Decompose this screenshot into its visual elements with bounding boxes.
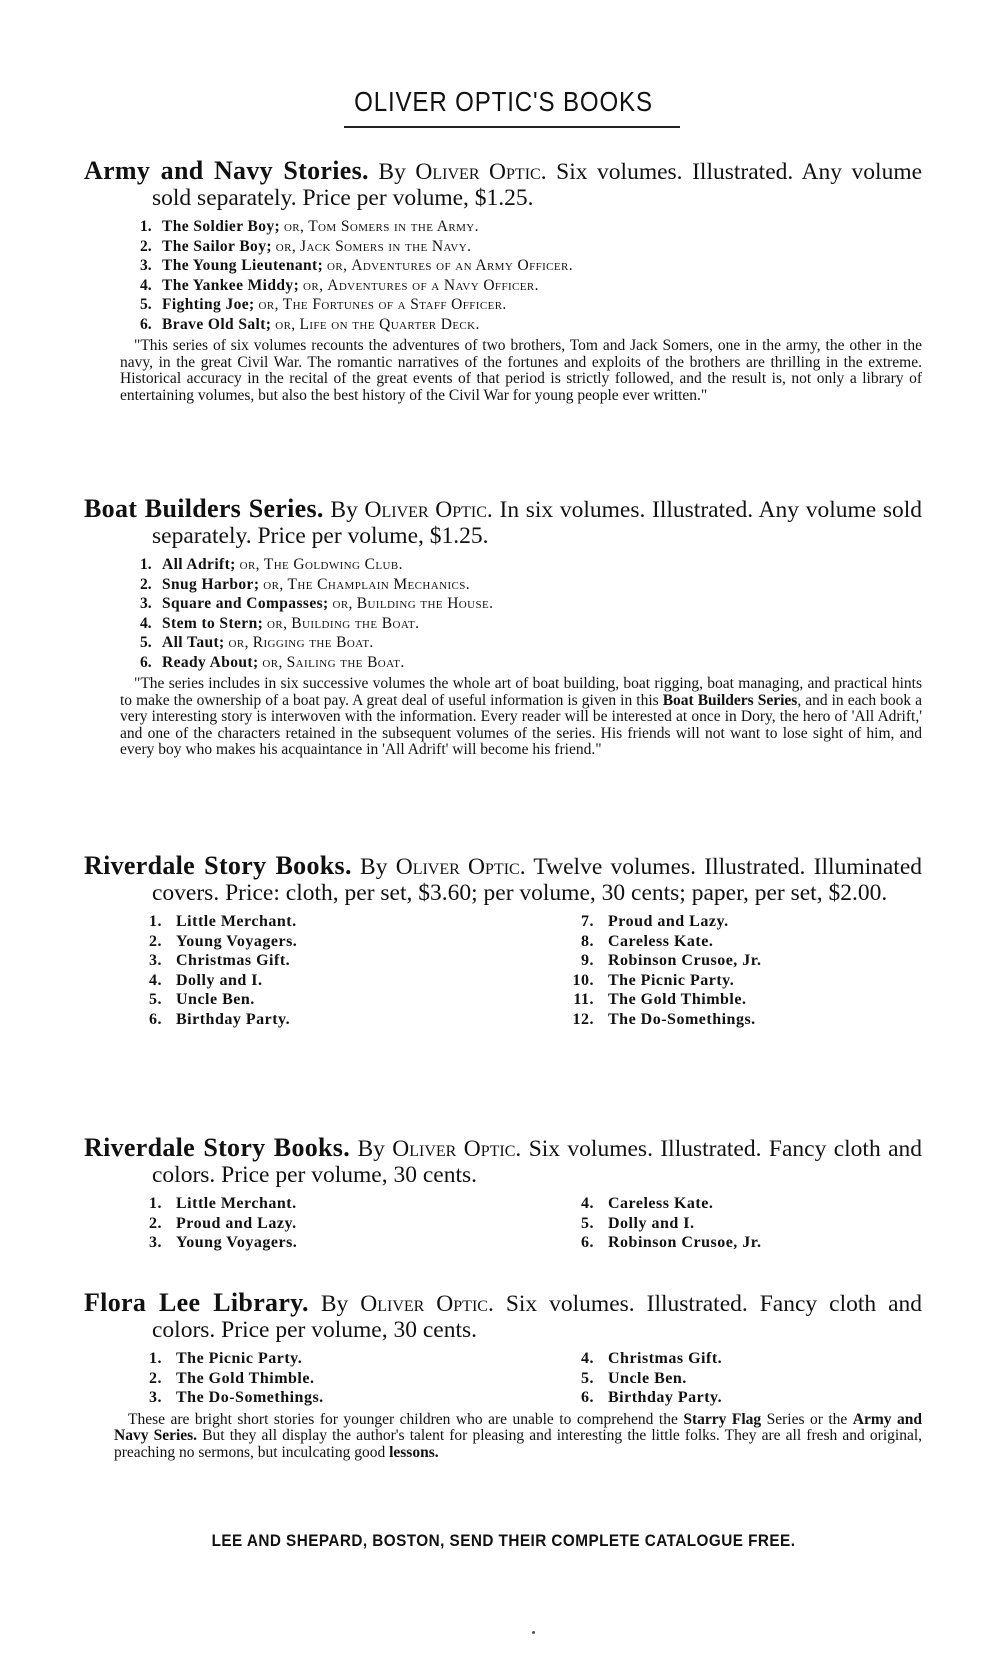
list-item: 3. Young Voyagers. bbox=[149, 1234, 298, 1252]
list-item: 6. Brave Old Salt; or, Life on the Quarter Deck. bbox=[140, 315, 480, 333]
list-item: 6. Robinson Crusoe, Jr. bbox=[581, 1234, 762, 1252]
page-mark bbox=[532, 1631, 535, 1634]
by-label: By bbox=[360, 854, 388, 880]
list-item: 10. The Picnic Party. bbox=[572, 971, 735, 989]
list-item: 4. Christmas Gift. bbox=[581, 1350, 723, 1367]
by-label: By bbox=[330, 497, 358, 523]
list-item: 6. Birthday Party. bbox=[149, 1010, 291, 1028]
list-item: 5. Dolly and I. bbox=[581, 1214, 695, 1232]
by-label: By bbox=[357, 1136, 385, 1162]
list-item: 4. Careless Kate. bbox=[581, 1195, 714, 1212]
series-description: Six volumes. Illustrated. Fancy cloth and colors. Price per volume, 30 cents. bbox=[152, 1136, 923, 1188]
publisher-footer: LEE AND SHEPARD, BOSTON, SEND THEIR COMPLETE CATALOGUE FREE. bbox=[211, 1531, 796, 1550]
series-blurb: "This series of six volumes recounts the adventures of two brothers, Tom and Jack Somers, one in the army, the other in the navy, in the great Civil War. The romantic narratives of the fortunes and exploits of the brothers are thrilling in the extreme. Historical accuracy in the recital of the great events of that period is strictly followed, and the result is, not only a library of entertaining volumes, but also the best history of the Civil War for young people ever written." bbox=[120, 337, 922, 404]
list-item: 1. The Picnic Party. bbox=[149, 1350, 303, 1367]
list-item: 8. Careless Kate. bbox=[581, 932, 714, 950]
list-item: 2. Snug Harbor; or, The Champlain Mechanics. bbox=[140, 575, 471, 593]
series-title: Flora Lee Library. bbox=[84, 1288, 309, 1317]
list-item: 5. Fighting Joe; or, The Fortunes of a Staff Officer. bbox=[140, 296, 507, 313]
list-item: 5. All Taut; or, Rigging the Boat. bbox=[140, 634, 374, 651]
series-description: In six volumes. Illustrated. Any volume sold separately. Price per volume, $1.25. bbox=[152, 497, 923, 549]
author-name: Oliver Optic. bbox=[395, 854, 526, 880]
series-title: Riverdale Story Books. bbox=[84, 1133, 351, 1162]
list-item: 4. The Yankee Middy; or, Adventures of a Navy Officer. bbox=[140, 276, 539, 294]
series-description: Six volumes. Illustrated. Fancy cloth and colors. Price per volume, 30 cents. bbox=[152, 1291, 923, 1343]
author-name: Oliver Optic. bbox=[415, 159, 547, 185]
section-heading bbox=[84, 496, 922, 549]
list-item: 2. Proud and Lazy. bbox=[149, 1214, 297, 1232]
list-item: 9. Robinson Crusoe, Jr. bbox=[581, 952, 762, 970]
list-item: 1. Little Merchant. bbox=[149, 913, 297, 930]
section-riverdale-twelve bbox=[84, 853, 922, 1030]
series-title: Boat Builders Series. bbox=[84, 494, 324, 523]
section-riverdale-six bbox=[84, 1135, 922, 1253]
list-item: 1. All Adrift; or, The Goldwing Club. bbox=[140, 556, 403, 573]
section-boat-builders bbox=[84, 496, 922, 759]
list-item: 3. Christmas Gift. bbox=[149, 952, 291, 970]
list-item: 5. Uncle Ben. bbox=[149, 991, 255, 1009]
section-heading bbox=[84, 158, 922, 211]
section-heading bbox=[84, 1135, 922, 1188]
list-item: 1. Little Merchant. bbox=[149, 1195, 297, 1212]
section-heading bbox=[84, 853, 922, 906]
list-item: 6. Ready About; or, Sailing the Boat. bbox=[140, 653, 405, 671]
list-item: 3. The Do-Somethings. bbox=[149, 1389, 324, 1407]
list-item: 2. The Gold Thimble. bbox=[149, 1369, 315, 1387]
list-item: 5. Uncle Ben. bbox=[581, 1369, 687, 1387]
volume-list bbox=[140, 555, 922, 672]
author-name: Oliver Optic. bbox=[364, 497, 493, 523]
page-title: OLIVER OPTIC'S BOOKS bbox=[354, 86, 653, 117]
series-title: Riverdale Story Books. bbox=[84, 851, 352, 880]
list-item: 3. Square and Compasses; or, Building the House. bbox=[140, 595, 494, 612]
author-name: Oliver Optic. bbox=[392, 1136, 522, 1162]
list-item: 3. The Young Lieutenant; or, Adventures of an Army Officer. bbox=[140, 257, 574, 274]
by-label: By bbox=[378, 159, 406, 185]
volume-list bbox=[140, 1349, 922, 1408]
volume-list bbox=[140, 217, 922, 334]
author-name: Oliver Optic. bbox=[360, 1291, 494, 1317]
series-blurb: These are bright short stories for younger children who are unable to comprehend the Starry Flag Series or the Army and Navy Series. But they all display the author's talent for pleasing and interesting the little folks. They are all fresh and original, preaching no sermons, but inculcating good lessons. bbox=[114, 1410, 923, 1461]
volume-list bbox=[140, 912, 922, 1030]
by-label: By bbox=[320, 1291, 349, 1317]
list-item: 11. The Gold Thimble. bbox=[573, 991, 747, 1009]
list-item: 6. Birthday Party. bbox=[581, 1389, 723, 1407]
list-item: 12. The Do-Somethings. bbox=[572, 1010, 756, 1028]
list-item: 7. Proud and Lazy. bbox=[581, 913, 729, 930]
volume-list bbox=[140, 1194, 922, 1253]
list-item: 4. Dolly and I. bbox=[149, 971, 263, 989]
list-item: 1. The Soldier Boy; or, Tom Somers in the Army. bbox=[140, 218, 479, 235]
list-item: 4. Stem to Stern; or, Building the Boat. bbox=[140, 614, 420, 632]
series-description: Six volumes. Illustrated. Any volume sold separately. Price per volume, $1.25. bbox=[152, 159, 923, 211]
series-title: Army and Navy Stories. bbox=[84, 156, 369, 185]
list-item: 2. The Sailor Boy; or, Jack Somers in the Navy. bbox=[140, 237, 472, 255]
section-heading bbox=[84, 1290, 922, 1343]
list-item: 2. Young Voyagers. bbox=[149, 932, 298, 950]
section-flora-lee bbox=[84, 1290, 922, 1461]
section-army-navy bbox=[84, 158, 922, 404]
series-description: Twelve volumes. Illustrated. Illuminated covers. Price: cloth, per set, $3.60; per volume, 30 cents; paper, per set, $2.00. bbox=[152, 854, 923, 906]
title-underline bbox=[344, 126, 680, 128]
series-blurb: "The series includes in six successive volumes the whole art of boat building, boat rigging, boat managing, and practical hints to make the ownership of a boat pay. A great deal of useful information is given in this Boat Builders Series, and in each book a very interesting story is interwoven with the information. Every reader will be interested at once in Dory, the hero of 'All Adrift,' and one of the characters retained in the subsequent volumes of the series. His friends will not want to lose sight of him, and every boy who makes his acquaintance in 'All Adrift' will become his friend." bbox=[120, 675, 923, 758]
